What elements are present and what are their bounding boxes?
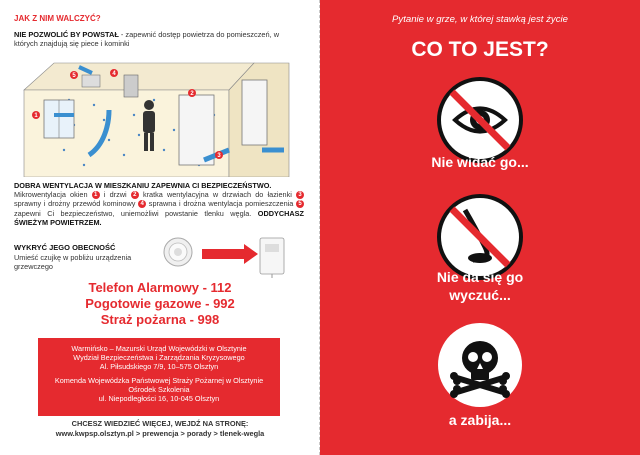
number-badge-4: 4 [138, 200, 146, 208]
caption-smell-line2: wyczuć... [449, 287, 511, 303]
right-panel [320, 0, 640, 455]
caption-kills: a zabija... [448, 412, 512, 428]
caption-invisible: Nie widać go... [431, 154, 529, 170]
intro-rest: - zapewnić dostęp powietrza do pomieszczeń, w których znajdują się piece i kominki [14, 30, 280, 48]
vent-text-4: sprawny i drożny przewód kominowy [14, 199, 136, 209]
intro-bold: NIE POZWOLIĆ BY POWSTAŁ [14, 30, 119, 39]
illus-number-2: 2 [190, 91, 194, 98]
main-title: CO TO JEST? [411, 38, 549, 61]
vent-text-6: zapewni Ci bezpieczeństwo, uniemożliwi powstanie tlenku węgla. [14, 208, 252, 218]
more-url-link[interactable]: www.kwpsp.olsztyn.pl > prewencja > porady > tlenek-wegla [55, 429, 265, 438]
org2-line2: Ośrodek Szkolenia [128, 385, 190, 395]
detect-text: Umieść czujkę w pobliżu urządzenia grzewczego [14, 253, 132, 271]
illus-number-1: 1 [34, 113, 38, 120]
number-badge-5: 5 [296, 200, 304, 208]
number-badge-1: 1 [92, 191, 100, 199]
number-badge-2: 2 [131, 191, 139, 199]
co-detector-illustration [160, 232, 310, 278]
number-badge-3: 3 [296, 191, 304, 199]
org1-line3: Al. Piłsudskiego 7/9, 10–575 Olsztyn [99, 362, 219, 372]
org2-line1: Komenda Wojewódzka Państwowej Straży Pożarnej w Olsztynie [54, 376, 264, 386]
illus-number-5: 5 [72, 73, 76, 80]
org1-line1: Warmińsko – Mazurski Urząd Wojewódzki w Olsztynie [71, 344, 247, 353]
vent-text-2: i drzwi [103, 190, 127, 200]
organizations-box [38, 338, 280, 416]
question-text: Pytanie w grze, w której stawką jest życie [392, 14, 568, 25]
vent-text-5: sprawna i drożna wentylacja pomieszczenia [148, 199, 294, 209]
emergency-phones [0, 280, 320, 328]
vent-text-3: kratka wentylacyjna w drzwiach do łazienki [142, 190, 292, 200]
more-title: CHCESZ WIEDZIEĆ WIĘCEJ, WEJDŹ NA STRONĘ: [71, 419, 249, 428]
org2-line3: ul. Niepodległości 16, 10-045 Olsztyn [98, 394, 220, 404]
ventilation-heading: DOBRA WENTYLACJA W MIESZKANIU ZAPEWNIA CI BEZPIECZEŃSTWO. [14, 181, 272, 190]
skull-crossbones-icon [435, 320, 525, 410]
ventilation-illustration [14, 55, 294, 177]
phone-fire: Straż pożarna - 998 [100, 312, 220, 327]
intro-text [14, 30, 289, 48]
phone-gas: Pogotowie gazowe - 992 [85, 296, 235, 311]
vent-final: ODDYCHASZ ŚWIEŻYM POWIETRZEM. [14, 208, 304, 227]
more-info [0, 419, 320, 439]
phone-alarm: Telefon Alarmowy - 112 [88, 280, 232, 295]
illus-number-4: 4 [112, 71, 116, 78]
illus-number-3: 3 [217, 153, 221, 160]
caption-smell-line1: Nie da się go [436, 269, 524, 285]
crossed-eye-icon [435, 75, 525, 165]
ventilation-text [14, 181, 304, 227]
section-label: JAK Z NIM WALCZYĆ? [14, 14, 101, 23]
vent-text-1: Mikrowentylacja okien [14, 190, 88, 200]
org1-line2: Wydział Bezpieczeństwa i Zarządzania Kryzysowego [73, 353, 245, 363]
detect-title: WYKRYĆ JEGO OBECNOŚĆ [14, 243, 116, 252]
